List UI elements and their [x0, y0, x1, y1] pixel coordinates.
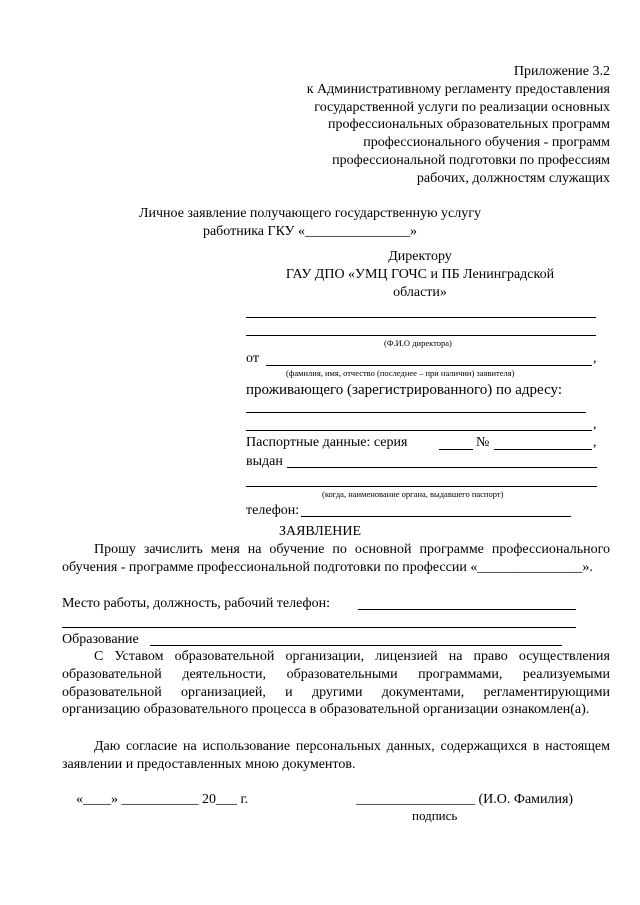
issued-hint: (когда, наименование органа, выдавшего паспорт)	[322, 489, 504, 499]
statement-title-line1: Личное заявление получающего государственную услугу	[139, 206, 481, 221]
from-line[interactable]	[266, 365, 592, 366]
address-label: проживающего (зарегистрированного) по адресу:	[246, 382, 563, 398]
statement-title	[100, 205, 520, 241]
phone-label: телефон:	[246, 503, 300, 518]
statement-title-line2: работника ГКУ «_______________»	[202, 223, 418, 239]
annex-line: профессиональных образовательных программ	[328, 117, 610, 133]
passport-series-line[interactable]	[439, 449, 473, 450]
director-hint: (Ф.И.О директора)	[384, 338, 452, 348]
signature-name[interactable]: _________________ (И.О. Фамилия)	[356, 792, 574, 807]
passport-label: Паспортные данные: серия	[246, 435, 408, 450]
annex-line: государственной услуги по реализации основных	[314, 99, 610, 115]
passport-number-sign: №	[476, 435, 490, 450]
from-comma: ,	[593, 351, 597, 366]
request-paragraph: Прошу зачислить меня на обучение по основной программе профессионального обучения - программе профессиональной подготовки по профессии «_______________».	[62, 542, 610, 575]
address-comma: ,	[593, 417, 597, 432]
issued-line-1[interactable]	[287, 467, 597, 468]
annex-line: профессионального обучения - программ	[363, 135, 610, 151]
addressee-line1: Директору	[388, 249, 452, 264]
education-line[interactable]	[150, 645, 562, 646]
issued-label: выдан	[246, 454, 283, 469]
addressee-line3: области»	[393, 284, 447, 300]
workplace-line-2[interactable]	[62, 627, 576, 628]
addressee-line2: ГАУ ДПО «УМЦ ГОЧС и ПБ Ленинградской	[285, 266, 555, 282]
charter-paragraph: С Уставом образовательной организации, лицензией на право осуществления образовательной деятельности, образовательными программами, реализуемыми образовательной организацией, и другими документами, регламентирующими организацию образовательного процесса в образовательной организации ознакомлен(а).	[62, 649, 610, 718]
education-label: Образование	[62, 632, 139, 647]
annex-line: к Административному регламенту предоставления	[306, 81, 610, 97]
annex-line: Приложение 3.2	[513, 64, 610, 79]
director-line-1[interactable]	[246, 317, 596, 318]
workplace-line-1[interactable]	[358, 609, 576, 610]
passport-comma: ,	[593, 435, 597, 450]
consent-paragraph: Даю согласие на использование персональных данных, содержащихся в настоящем заявлении и предоставленных мною документов.	[62, 739, 610, 772]
director-line-2[interactable]	[246, 335, 596, 336]
address-line-2[interactable]	[246, 430, 592, 431]
signature-date[interactable]: «____» ___________ 20___ г.	[76, 792, 249, 807]
phone-line[interactable]	[301, 516, 571, 517]
signature-label: подпись	[412, 808, 458, 823]
workplace-label: Место работы, должность, рабочий телефон:	[62, 596, 330, 611]
from-label: от	[246, 351, 259, 366]
from-hint: (фамилия, имя, отчество (последнее – при наличии) заявителя)	[286, 368, 515, 378]
annex-line: рабочих, должностям служащих	[416, 170, 610, 186]
address-line-1[interactable]	[246, 412, 586, 413]
issued-line-2[interactable]	[246, 486, 597, 487]
passport-number-line[interactable]	[494, 449, 592, 450]
annex-line: профессиональной подготовки по профессиям	[332, 152, 610, 168]
annex-header	[250, 63, 610, 187]
statement-heading: ЗАЯВЛЕНИЕ	[278, 524, 362, 539]
addressee	[240, 248, 600, 301]
